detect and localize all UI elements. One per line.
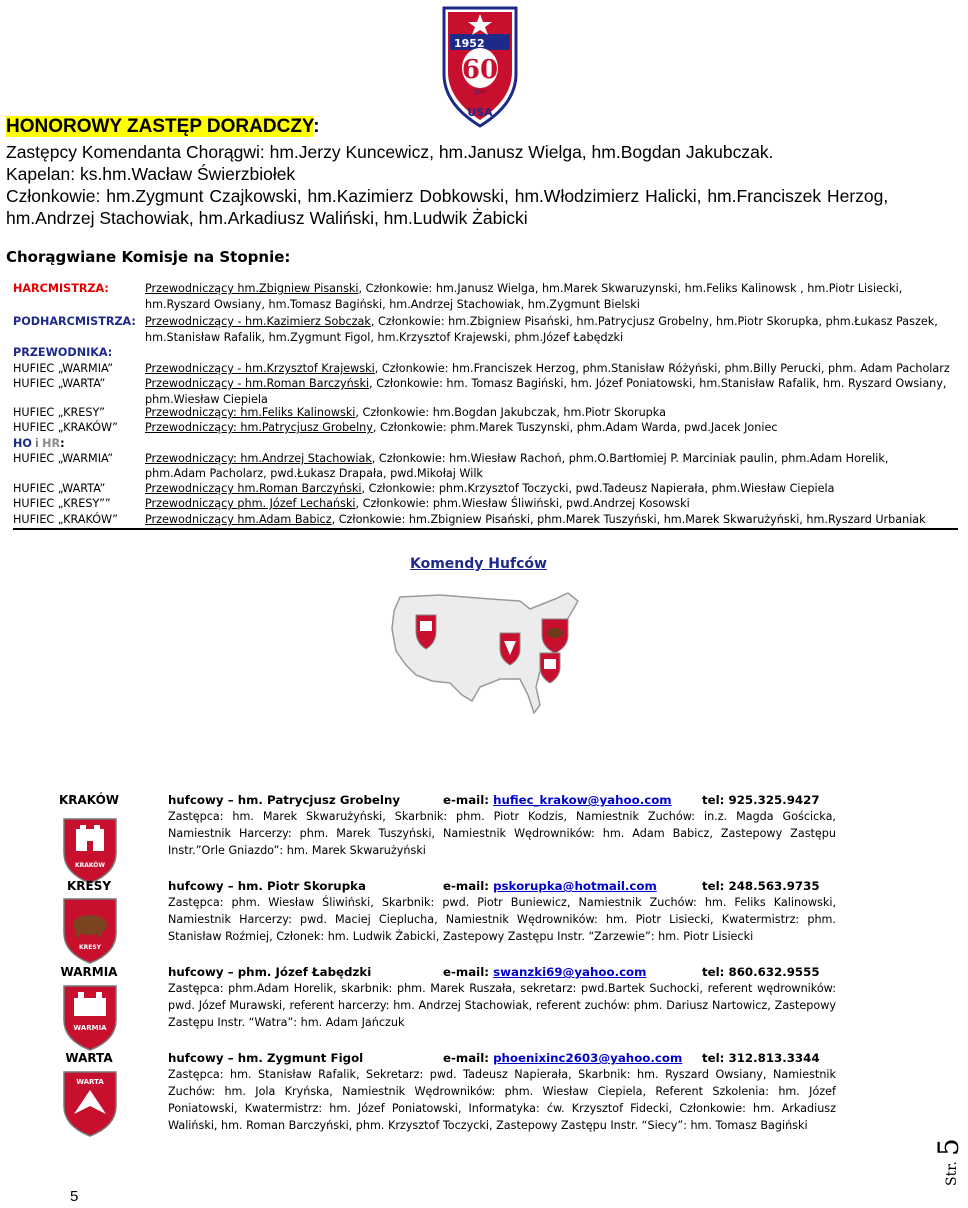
- p-kresy-members: , Członkowie: hm.Bogdan Jakubczak, hm.Piotr Skorupka: [355, 406, 666, 419]
- usa-map-icon: [380, 575, 590, 725]
- honor-line-members: Członkowie: hm.Zygmunt Czajkowski, hm.Kazimierz Dobkowski, hm.Włodzimierz Halicki, hm.Franciszek Herzog,: [6, 186, 889, 206]
- district-body-warmia: Zastępca: phm.Adam Horelik, skarbnik: phm. Marek Ruszała, sekretarz: pwd.Bartek Suchocki, referent wędrowników: pwd. Józef Murawski, referent harcerzy: hm. Andrzej Stachowiak, referent zuchów: phm. Dariusz Nartowicz, Zastepowy Zastępu Instr. “Watra”: hm. Adam Jańczuk: [168, 982, 836, 1029]
- district-name-warmia: WARMIA: [60, 965, 118, 979]
- komendy-title: Komendy Hufców: [410, 556, 547, 572]
- p-krakow-members: , Członkowie: phm.Marek Tuszynski, phm.Adam Warda, pwd.Jacek Joniec: [372, 421, 778, 434]
- h-warmia-members: , Członkowie: hm.Wiesław Rachoń, phm.O.Bartłomiej P. Marciniak paulin, phm.Adam Horelik,: [371, 452, 889, 465]
- krakow-crest-icon: [60, 815, 120, 885]
- badge-sixty: 60: [461, 55, 499, 85]
- district-body-kresy: Zastępca: phm. Wiesław Śliwiński, Skarbnik: pwd. Piotr Buniewicz, Namiestnik Zuchów: hm. Feliks Kalinowski, Namiestnik Harcerzy: pwd. Maciej Cieplucha, Namiestnik Wędrowników: hm. Piotr Lisiecki, Kwatermistrz: phm. Stanisław Roźmiej, Członek: hm. Ludwik Żabicki, Zastepowy Zastępu Instr. “Zarzewie”: hm. Piotr Lisiecki: [168, 896, 836, 943]
- p-warmia-members: , Członkowie: hm.Franciszek Herzog, phm.Stanisław Różyński, phm.Billy Perucki, phm. Adam Pacholarz: [374, 362, 950, 375]
- committees-title: Chorągwiane Komisje na Stopnie:: [6, 248, 291, 266]
- label-p-warta: HUFIEC „WARTA”: [13, 377, 106, 390]
- p-kresy-chair: Przewodniczący: hm.Feliks Kalinowski: [145, 406, 356, 419]
- label-h-krakow: HUFIEC „KRAKÓW”: [13, 513, 118, 526]
- harcmistrza-line-1: [145, 282, 902, 295]
- honor-title-text: HONOROWY ZASTĘP DORADCZY: [6, 116, 314, 137]
- district-head-warmia: [168, 965, 820, 979]
- harcmistrza-members: , Członkowie: hm.Janusz Wielga, hm.Marek Skwaruzynski, hm.Feliks Kalinowsk , hm.Piotr Lisiecki,: [358, 282, 903, 295]
- label-h-warmia: HUFIEC „WARMIA”: [13, 452, 114, 465]
- warmia-head: hufcowy – phm. Józef Łabędzki: [168, 965, 372, 979]
- warta-email-label: e-mail:: [443, 1051, 489, 1065]
- section-divider: [13, 528, 958, 530]
- h-krakow-chair: Przewodniczący hm.Adam Babicz: [145, 513, 332, 526]
- badge-year: 1952: [454, 37, 485, 50]
- warmia-tel: tel: 860.632.9555: [702, 965, 820, 979]
- podharcmistrza-line-1: [145, 315, 938, 328]
- p-warta-line: [145, 377, 946, 390]
- krakow-email-label: e-mail:: [443, 793, 489, 807]
- district-name-krakow: KRAKÓW: [58, 793, 120, 807]
- page-label-rotated: [918, 1130, 968, 1190]
- label-p-krakow: HUFIEC „KRAKÓW”: [13, 421, 118, 434]
- podharcmistrza-members: , Członkowie: hm.Zbigniew Pisański, hm.Patrycjusz Grobelny, hm.Piotr Skorupka, phm.Łukasz Paszek,: [370, 315, 938, 328]
- warmia-email-row: [443, 965, 646, 979]
- kresy-email-label: e-mail:: [443, 879, 489, 893]
- p-krakow-line: [145, 421, 777, 434]
- harcmistrza-chair: Przewodniczący hm.Zbigniew Pisanski: [145, 282, 359, 295]
- kresy-email-link[interactable]: pskorupka@hotmail.com: [493, 879, 657, 893]
- h-kresy-chair: Przewodniczący phm. Józef Lechański: [145, 497, 356, 510]
- label-h-kresy: HUFIEC „KRESY””: [13, 497, 111, 510]
- badge-country: USA: [467, 106, 493, 119]
- label-harcmistrza: HARCMISTRZA:: [13, 282, 109, 295]
- h-warmia-line-2: phm.Adam Pacholarz, pwd.Łukasz Drapała, pwd.Mikołaj Wilk: [145, 467, 483, 480]
- district-body-krakow: Zastępca: hm. Marek Skwarużyński, Skarbnik: phm. Piotr Kodzis, Namiestnik Zuchów: in.z. Magda Gościcka, Namiestnik Harcerzy: phm. Marek Tuszyński, Namiestnik Wędrowników: hm. Adam Babicz, Zastepowy Zastępu Instr.”Orle Gniazdo”: hm. Marek Skwarużyński: [168, 810, 836, 857]
- district-head-warta: [168, 1051, 820, 1065]
- kresy-email-row: [443, 879, 657, 893]
- p-warta-line-2: phm.Wiesław Ciepiela: [145, 393, 268, 406]
- district-name-kresy: KRESY: [66, 879, 112, 893]
- kresy-crest-text: KRESY: [78, 944, 102, 951]
- p-warmia-chair: Przewodniczący - hm.Krzysztof Krajewski: [145, 362, 375, 375]
- label-hohr-colon: :: [60, 437, 65, 450]
- label-p-kresy: HUFIEC „KRESY”: [13, 406, 105, 419]
- h-kresy-line: [145, 497, 690, 510]
- label-hr: HR: [42, 437, 61, 450]
- h-warta-chair: Przewodniczący hm.Roman Barczyński: [145, 482, 362, 495]
- warta-crest-icon: [60, 1068, 120, 1138]
- warmia-crest-icon: [60, 982, 120, 1052]
- p-warta-chair: Przewodniczący - hm.Roman Barczyński: [145, 377, 370, 390]
- label-przewodnika: PRZEWODNIKA:: [13, 346, 113, 359]
- warta-tel: tel: 312.813.3344: [702, 1051, 820, 1065]
- podharcmistrza-chair: Przewodniczący - hm.Kazimierz Sobczak: [145, 315, 371, 328]
- h-warmia-chair: Przewodniczący: hm.Andrzej Stachowiak: [145, 452, 372, 465]
- krakow-email-row: [443, 793, 672, 807]
- podharcmistrza-line-2: hm.Stanisław Rafalik, hm.Zygmunt Figol, hm.Krzysztof Krajewski, phm.Józef Łabędzki: [145, 331, 624, 344]
- district-body-warta: Zastępca: hm. Stanisław Rafalik, Sekretarz: pwd. Tadeusz Napierała, Skarbnik: hm. Ryszard Owsiany, Namiestnik Zuchów: hm. Jola Kryńska, Namiestnik Wędrowników: phm. Wiesław Ciepiela, Referent Szkolenia: hm. Józef Poniatowski, Kwatermistrz: hm. Józef Poniatowski, Informatyka: ćw. Krzysztof Fidecki, Członkowie: hm. Arkadiusz Waliński, hm. Roman Barczyński, phm. Krzysztof Toczycki, Zastepowy Zastępu Instr. “Siecy”: hm. Tomasz Bagiński: [168, 1068, 836, 1132]
- label-h-warta: HUFIEC „WARTA”: [13, 482, 106, 495]
- str-label: Str.: [944, 1161, 960, 1186]
- p-kresy-line: [145, 406, 666, 419]
- badge-org: ZHP: [473, 89, 487, 96]
- warta-email-link[interactable]: phoenixinc2603@yahoo.com: [493, 1051, 683, 1065]
- honor-title-colon: :: [313, 116, 320, 137]
- district-head-kresy: [168, 879, 820, 893]
- kresy-crest-icon: [60, 895, 120, 965]
- district-name-warta: WARTA: [65, 1051, 113, 1065]
- krakow-tel: tel: 925.325.9427: [702, 793, 820, 807]
- label-and: i: [31, 437, 43, 450]
- warta-email-row: [443, 1051, 682, 1065]
- str-number: 5: [932, 1138, 965, 1156]
- harcmistrza-line-2: hm.Ryszard Owsiany, hm.Tomasz Bagiński, hm.Andrzej Stachowiak, hm.Zygmunt Bielski: [145, 298, 640, 311]
- krakow-email-link[interactable]: hufiec_krakow@yahoo.com: [493, 793, 672, 807]
- h-warmia-line: [145, 452, 888, 465]
- p-warta-members: , Członkowie: hm. Tomasz Bagiński, hm. Józef Poniatowski, hm.Stanisław Rafalik, hm. Ryszard Owsiany,: [369, 377, 947, 390]
- label-podharcmistrza: PODHARCMISTRZA:: [13, 315, 136, 328]
- map-crest-warmia: [540, 653, 560, 683]
- honor-line-members-2: hm.Andrzej Stachowiak, hm.Arkadiusz Waliński, hm.Ludwik Żabicki: [6, 208, 528, 228]
- warmia-email-label: e-mail:: [443, 965, 489, 979]
- p-krakow-chair: Przewodniczący: hm.Patrycjusz Grobelny: [145, 421, 373, 434]
- h-warta-members: , Członkowie: phm.Krzysztof Toczycki, pwd.Tadeusz Napierała, phm.Wiesław Ciepiela: [361, 482, 835, 495]
- honor-line-chaplain: Kapelan: ks.hm.Wacław Świerzbiołek: [6, 164, 296, 184]
- krakow-crest-text: KRAKÓW: [74, 862, 106, 869]
- kresy-tel: tel: 248.563.9735: [702, 879, 820, 893]
- honor-section-title: [6, 116, 320, 138]
- h-kresy-members: , Członkowie: phm.Wiesław Śliwiński, pwd.Andrzej Kosowski: [355, 497, 690, 510]
- kresy-head: hufcowy – hm. Piotr Skorupka: [168, 879, 366, 893]
- warta-head: hufcowy – hm. Zygmunt Figol: [168, 1051, 364, 1065]
- krakow-head: hufcowy – hm. Patrycjusz Grobelny: [168, 793, 401, 807]
- h-warta-line: [145, 482, 834, 495]
- warmia-crest-text: WARMIA: [73, 1024, 107, 1032]
- h-krakow-line: [145, 513, 926, 526]
- page-number: 5: [70, 1188, 79, 1205]
- label-p-warmia: HUFIEC „WARMIA”: [13, 362, 114, 375]
- warmia-email-link[interactable]: swanzki69@yahoo.com: [493, 965, 647, 979]
- label-hohr: [13, 437, 65, 450]
- p-warmia-line: [145, 362, 950, 375]
- h-krakow-members: , Członkowie: hm.Zbigniew Pisański, phm.Marek Tuszyński, hm.Marek Skwarużyński, hm.Ryszard Urbaniak: [331, 513, 926, 526]
- warta-crest-text: WARTA: [76, 1078, 104, 1086]
- district-head-krakow: [168, 793, 820, 807]
- label-ho: HO: [13, 437, 32, 450]
- honor-line-vice: Zastępcy Komendanta Chorągwi: hm.Jerzy Kuncewicz, hm.Janusz Wielga, hm.Bogdan Jakubczak.: [6, 142, 774, 162]
- anniversary-badge-icon: [440, 4, 520, 130]
